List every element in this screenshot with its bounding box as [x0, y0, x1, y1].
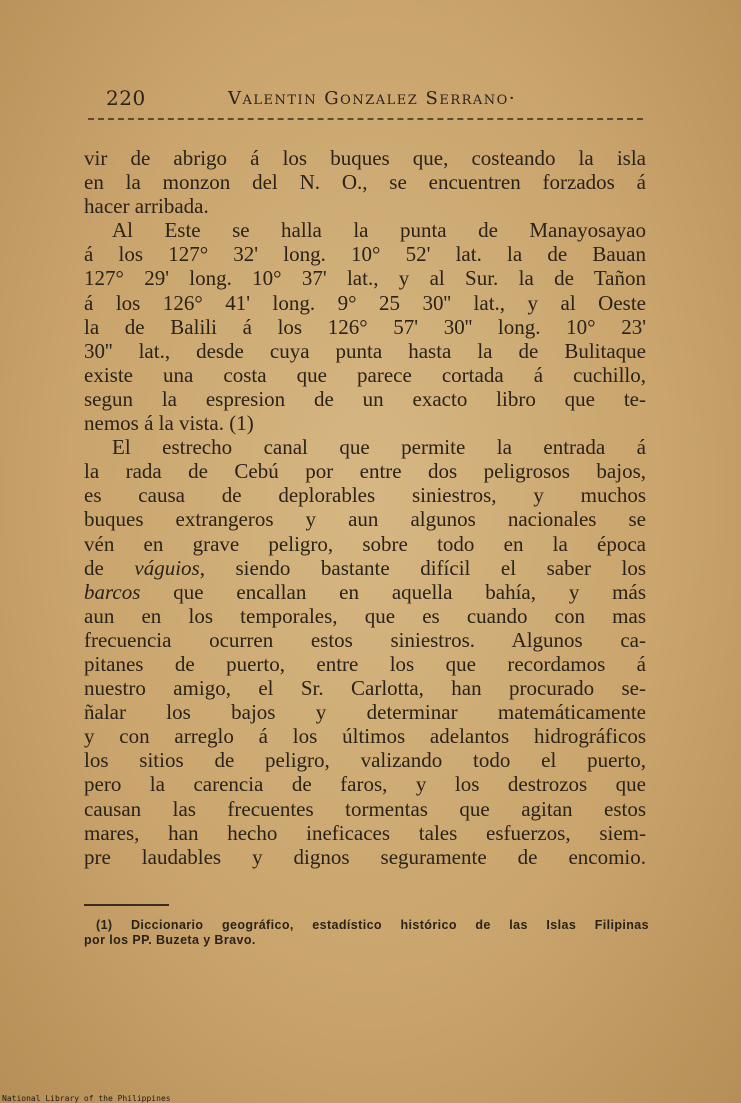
text-line: hacer arribada.: [84, 194, 209, 219]
text-line: es causa de deplorables siniestros, y muchos: [84, 483, 646, 508]
text-line: pitanes de puerto, entre los que recordamos á: [84, 651, 646, 676]
text-line: El estrecho canal que permite la entrada á: [112, 435, 646, 460]
text-line: vir de abrigo á los buques que, costeando la isla: [84, 146, 646, 170]
text-line: los sitios de peligro, valizando todo el puerto,: [84, 748, 646, 773]
footnote-rule: [84, 904, 169, 906]
text-line: mares, han hecho ineficaces tales esfuerzos, siem-: [84, 820, 646, 845]
text-line-with-italic: [84, 556, 646, 580]
text-line: vén en grave peligro, sobre todo en la época: [84, 531, 646, 556]
text-line: y con arreglo á los últimos adelantos hidrográficos: [84, 724, 646, 749]
text-line-with-italic: [84, 580, 646, 604]
footnote-line: por los PP. Buzeta y Bravo.: [84, 933, 256, 947]
text-line: buques extrangeros y aun algunos nacionales se: [84, 507, 646, 532]
text-line: pero la carencia de faros, y los destrozos que: [84, 772, 646, 797]
text-line: la rada de Cebú por entre dos peligrosos bajos,: [84, 459, 646, 484]
text-line: nuestro amigo, el Sr. Carlotta, han procurado se-: [84, 676, 646, 701]
italic-term: váguios: [134, 555, 200, 580]
text-line: segun la espresion de un exacto libro que te-: [84, 386, 646, 411]
text-line: Al Este se halla la punta de Manayosayao: [112, 218, 646, 243]
text-line: la de Balili á los 126° 57' 30'' long. 10° 23': [84, 314, 646, 339]
text-line: existe una costa que parece cortada á cuchillo,: [84, 362, 646, 387]
text-line: 127° 29' long. 10° 37' lat., y al Sur. la de Tañon: [84, 266, 646, 291]
footnote-line: (1) Diccionario geográfico, estadístico histórico de las Islas Filipinas: [96, 918, 649, 932]
library-credit: National Library of the Philippines: [2, 1094, 171, 1103]
text-fragment: que encallan en aquella bahía, y más: [140, 579, 646, 604]
text-fragment: de: [84, 555, 135, 580]
text-line: 30'' lat., desde cuya punta hasta la de Bulitaque: [84, 338, 646, 363]
body-text: [84, 146, 646, 869]
page-number: 220: [106, 86, 146, 110]
text-line: á los 127° 32' long. 10° 52' lat. la de Bauan: [84, 242, 646, 267]
text-line: frecuencia ocurren estos siniestros. Algunos ca-: [84, 627, 646, 652]
page-header: [100, 86, 645, 116]
text-line: en la monzon del N. O., se encuentren forzados á: [84, 170, 646, 195]
text-line: causan las frecuentes tormentas que agitan estos: [84, 796, 646, 821]
footnote: [84, 918, 649, 948]
running-head: Valentin Gonzalez Serrano·: [228, 88, 517, 109]
text-line: pre laudables y dignos seguramente de encomio.: [84, 844, 646, 869]
text-line: á los 126° 41' long. 9° 25 30'' lat., y al Oeste: [84, 290, 646, 315]
italic-term: barcos: [84, 579, 141, 604]
text-line: aun en los temporales, que es cuando con mas: [84, 603, 646, 628]
text-line: nemos á la vista. (1): [84, 411, 254, 436]
text-line: ñalar los bajos y determinar matemáticamente: [84, 700, 646, 725]
text-fragment: , siendo bastante difícil el saber los: [199, 555, 646, 580]
header-rule: [88, 118, 643, 120]
